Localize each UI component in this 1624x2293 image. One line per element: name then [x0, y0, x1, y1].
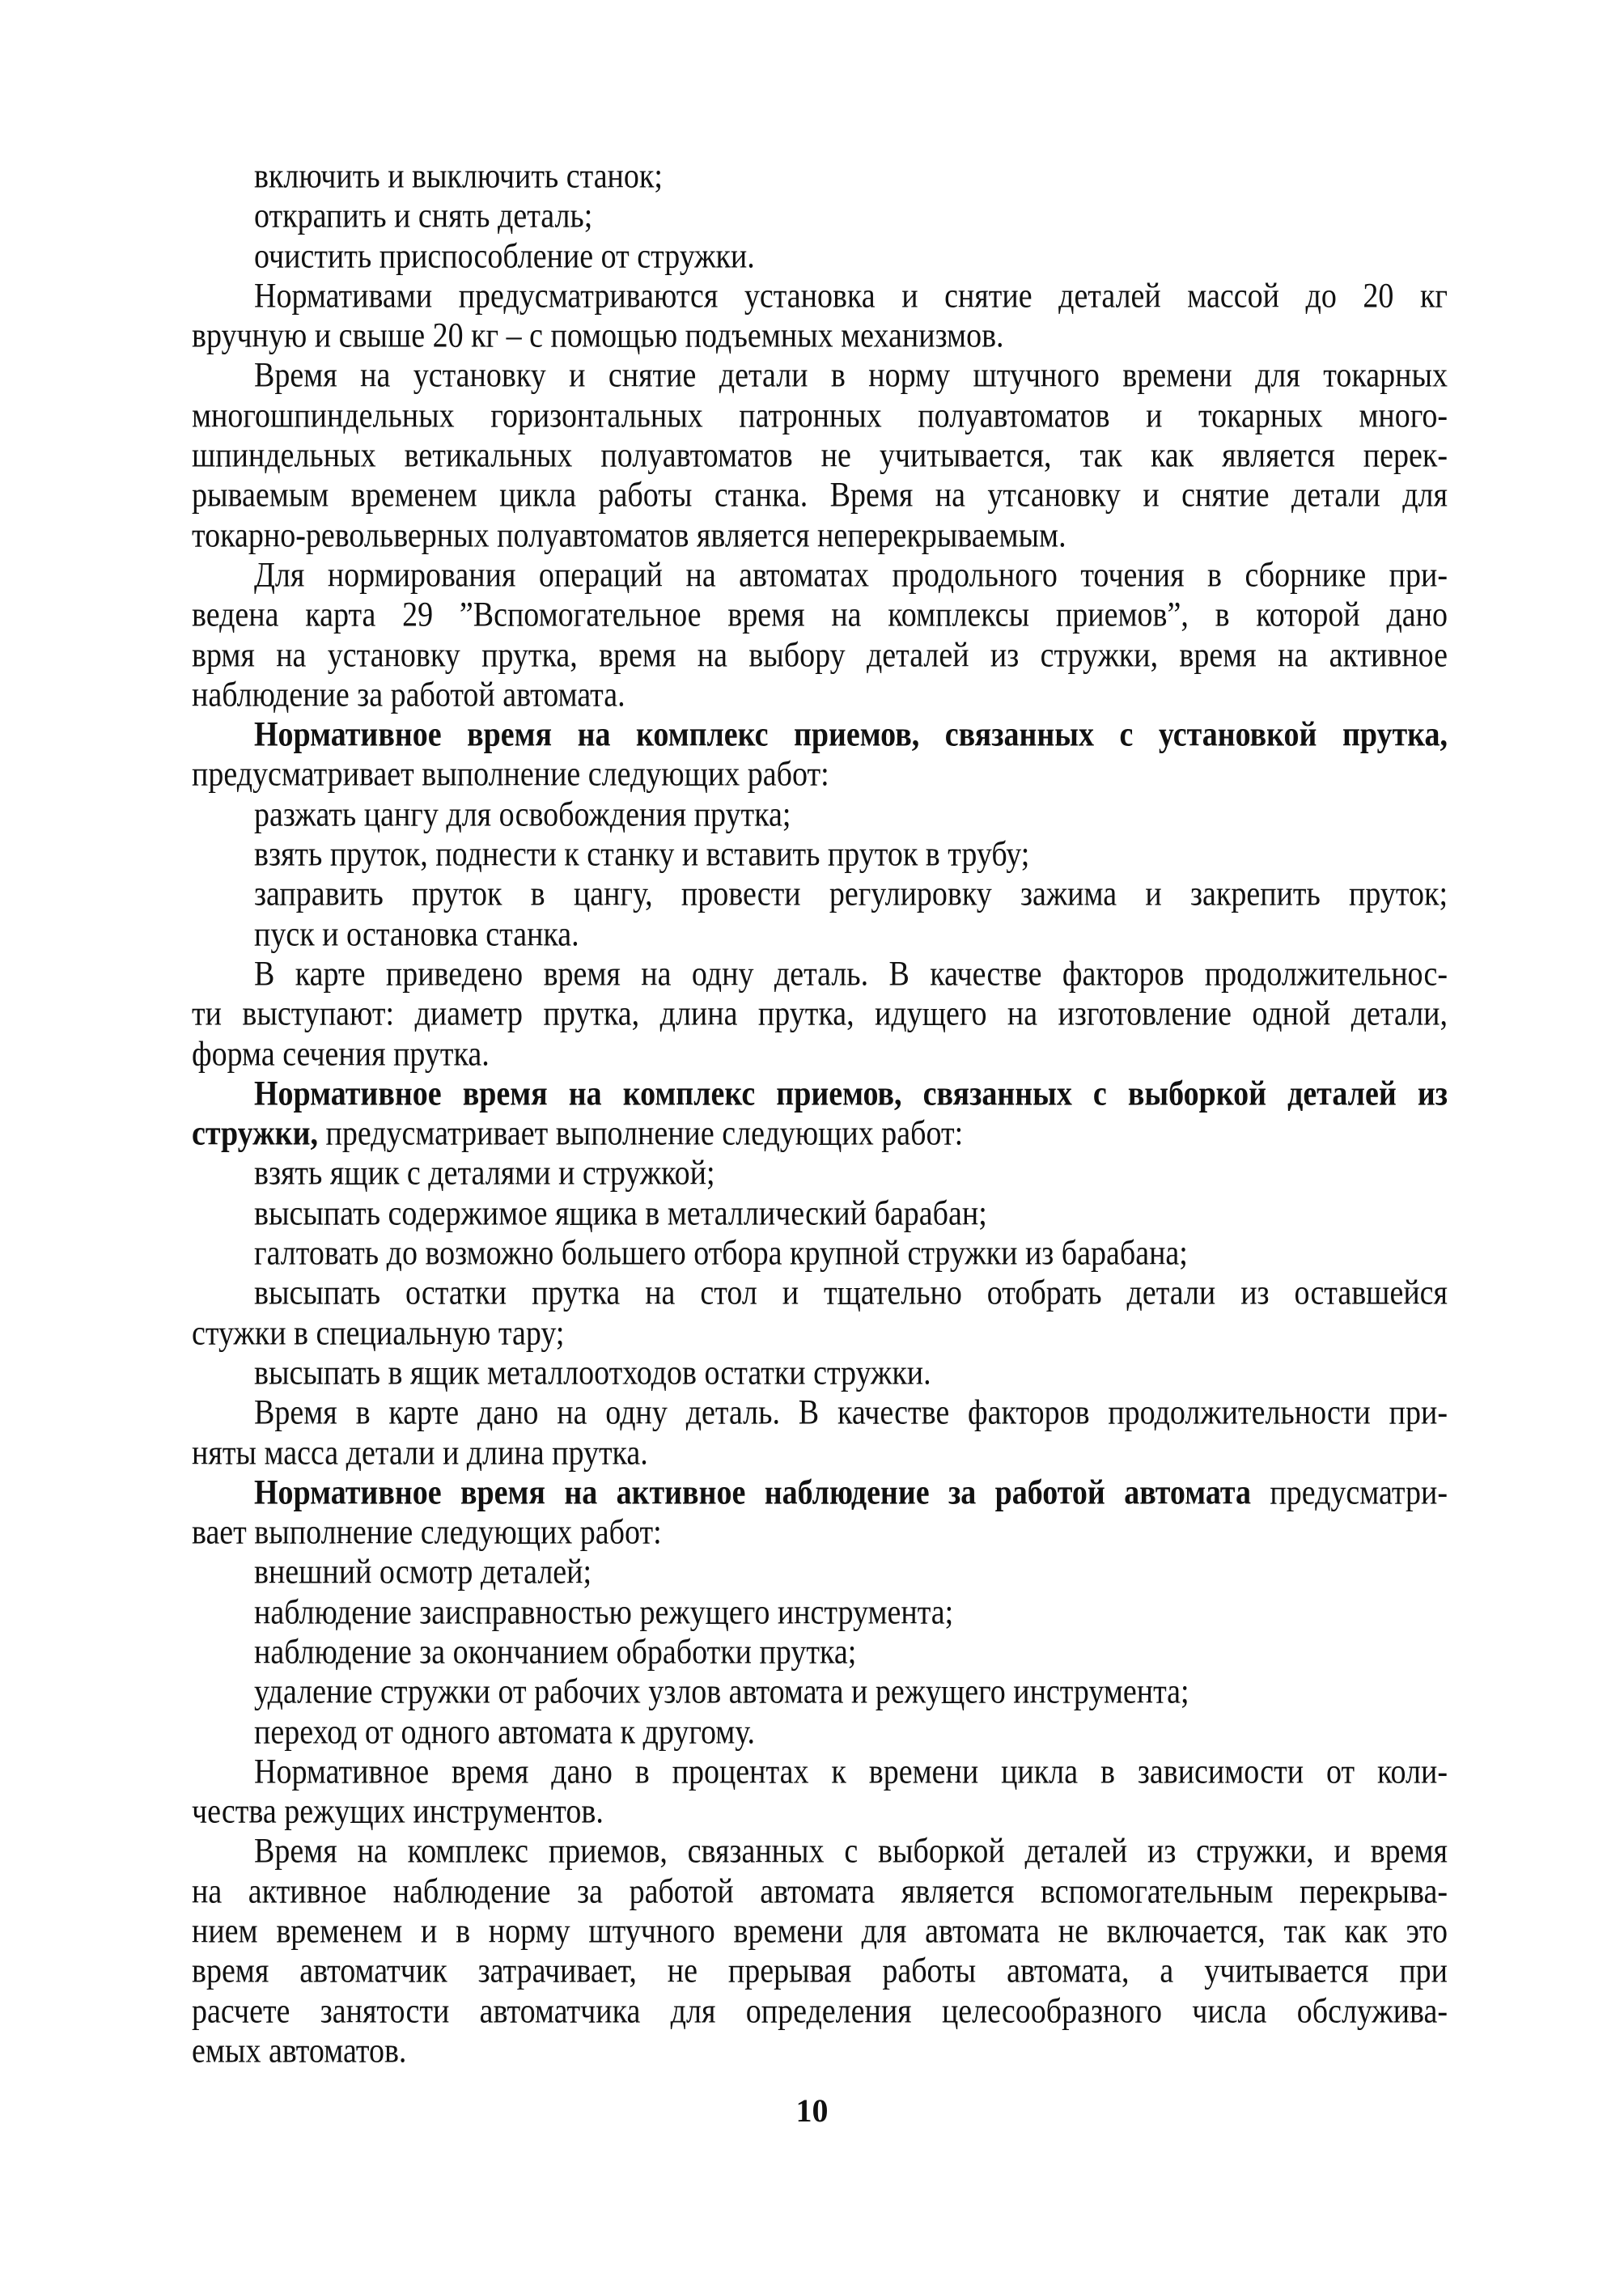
text-line	[192, 354, 1448, 400]
text-segment: разжать цангу для освобождения прутка;	[254, 795, 791, 834]
text-segment: высыпать содержимое ящика в металлический барабан;	[254, 1193, 987, 1233]
text-segment: Для нормирования операций на автоматах продольного точения в сборнике при-	[254, 555, 1448, 596]
text-segment: взять пруток, поднести к станку и вставить пруток в трубу;	[254, 834, 1030, 875]
text-line	[192, 393, 1448, 439]
bold-text-segment: Нормативное время на комплекс приемов, связанных с установкой прутка,	[254, 714, 1448, 755]
text-line	[192, 1311, 1448, 1357]
text-segment: наблюдение за работой автомата.	[192, 675, 625, 714]
text-line	[192, 1670, 1448, 1716]
text-line	[192, 1550, 1448, 1596]
text-segment: предусматри-	[1250, 1473, 1448, 1512]
text-line	[192, 633, 1448, 679]
text-segment: Нормативное время дано в процентах к времени цикла в зависимости от коли-	[254, 1752, 1448, 1791]
text-segment: высыпать остатки прутка на стол и тщательно отобрать детали из оставшейся	[254, 1274, 1448, 1313]
text-segment: емых автоматов.	[192, 2031, 407, 2071]
text-line	[192, 1430, 1448, 1477]
text-segment: вручную и свыше 20 кг – с помощью подъемных механизмов.	[192, 316, 1004, 356]
text-line	[192, 1191, 1448, 1237]
text-line	[192, 234, 1448, 280]
text-line	[192, 1032, 1448, 1078]
text-segment: пуск и остановка станка.	[254, 914, 579, 954]
page-number: 10	[795, 2092, 829, 2129]
text-segment: стужки в специальную тару;	[192, 1313, 565, 1353]
text-line	[192, 912, 1448, 958]
text-segment: вает выполнение следующих работ:	[192, 1512, 662, 1553]
text-segment: рываемым временем цикла работы станка. Время на утсановку и снятие детали для	[192, 476, 1448, 515]
text-line	[192, 473, 1448, 519]
text-line	[192, 1391, 1448, 1437]
text-line	[192, 2028, 1448, 2075]
text-segment: Время на установку и снятие детали в норму штучного времени для токарных	[254, 356, 1448, 396]
body-text	[192, 157, 1448, 2071]
text-segment: няты масса детали и длина прутка.	[192, 1433, 648, 1473]
bold-text-segment: Нормативное время на комплекс приемов, связанных с выборкой деталей из	[254, 1074, 1448, 1113]
text-line	[192, 1590, 1448, 1636]
text-line	[192, 194, 1448, 240]
text-segment: удаление стружки от рабочих узлов автомата и режущего инструмента;	[254, 1672, 1189, 1712]
text-line	[192, 992, 1448, 1038]
bold-text-segment: Нормативное время на активное наблюдение за работой автомата	[254, 1473, 1251, 1512]
text-segment: чества режущих инструментов.	[192, 1791, 604, 1832]
text-segment: взять ящик с деталями и стружкой;	[254, 1154, 715, 1193]
text-segment: многошпиндельных горизонтальных патронных полуавтоматов и токарных много-	[192, 396, 1448, 435]
text-segment: на активное наблюдение за работой автомата является вспомогательным перекрыва-	[192, 1871, 1448, 1911]
text-segment: форма сечения прутка.	[192, 1034, 490, 1074]
text-line	[192, 1829, 1448, 1876]
text-segment: токарно-револьверных полуавтоматов является неперекрываемым.	[192, 515, 1066, 555]
text-segment: время автоматчик затрачивает, не прерывая работы автомата, а учитывается при	[192, 1952, 1448, 1991]
text-segment: галтовать до возможно большего отбора крупной стружки из барабана;	[254, 1233, 1188, 1274]
text-segment: предусматривает выполнение следующих работ:	[317, 1113, 964, 1154]
text-segment: ведена карта 29 ”Вспомогательное время на комплексы приемов”, в которой дано	[192, 596, 1448, 635]
text-segment: В карте приведено время на одну деталь. В качестве факторов продолжительнос-	[254, 954, 1448, 994]
text-segment: высыпать в ящик металлоотходов остатки стружки.	[254, 1353, 931, 1392]
text-segment: переход от одного автомата к другому.	[254, 1712, 755, 1752]
text-segment: ти выступают: диаметр прутка, длина прутка, идущего на изготовление одной детали,	[192, 994, 1448, 1034]
text-line	[192, 1271, 1448, 1317]
text-segment: предусматривает выполнение следующих работ:	[192, 755, 829, 795]
text-segment: наблюдение заисправностью режущего инструмента;	[254, 1592, 954, 1632]
text-segment: Время на комплекс приемов, связанных с выборкой деталей из стружки, и время	[254, 1832, 1448, 1871]
text-line	[192, 1869, 1448, 1915]
text-line	[192, 872, 1448, 918]
text-segment: включить и выключить станок;	[254, 156, 663, 197]
text-line	[192, 1470, 1448, 1516]
text-line	[192, 1151, 1448, 1197]
text-line	[192, 1989, 1448, 2035]
text-segment: нием временем и в норму штучного времени для автомата не включается, так как это	[192, 1911, 1448, 1952]
text-line	[192, 593, 1448, 639]
text-segment: Нормативами предусматриваются установка и снятие деталей массой до 20 кг	[254, 276, 1448, 316]
bold-text-segment: стружки,	[192, 1113, 318, 1154]
text-line	[192, 792, 1448, 838]
text-segment: Время в карте дано на одну деталь. В качестве факторов продолжительности при-	[254, 1392, 1448, 1433]
text-line	[192, 752, 1448, 799]
text-segment: врмя на установку прутка, время на выбору деталей из стружки, время на активное	[192, 635, 1448, 675]
text-segment: заправить пруток в цангу, провести регулировку зажима и закрепить пруток;	[254, 875, 1448, 914]
text-segment: расчете занятости автоматчика для определения целесообразного числа обслужива-	[192, 1991, 1448, 2031]
text-segment: открапить и снять деталь;	[254, 197, 593, 236]
text-line	[192, 1710, 1448, 1756]
text-segment: очистить приспособление от стружки.	[254, 236, 755, 276]
text-line	[192, 513, 1448, 559]
text-segment: шпиндельных ветикальных полуавтоматов не учитывается, так как является перек-	[192, 435, 1448, 476]
text-line	[192, 1949, 1448, 1995]
text-segment: наблюдение за окончанием обработки прутка;	[254, 1632, 857, 1672]
text-segment: внешний осмотр деталей;	[254, 1553, 592, 1592]
